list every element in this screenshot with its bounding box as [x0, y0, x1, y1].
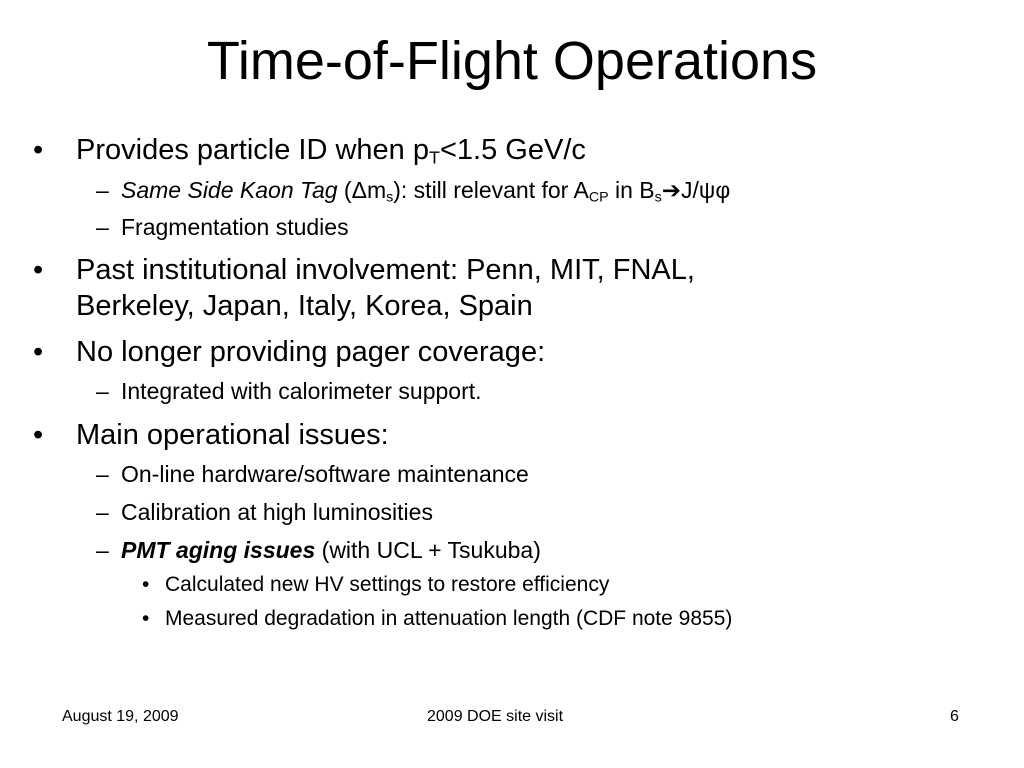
arrow-icon: ➔	[661, 177, 682, 203]
bullet-marker: •	[142, 573, 150, 596]
footer-page-number: 6	[950, 708, 959, 725]
sub-bullet-text: On-line hardware/software maintenance	[121, 461, 529, 487]
bullet-marker: •	[33, 134, 44, 166]
dash-marker: –	[96, 214, 109, 240]
bullet-marker: •	[142, 607, 150, 630]
bullet-marker: •	[33, 336, 44, 368]
sub-bullet-text: Calibration at high luminosities	[121, 499, 433, 525]
dash-marker: –	[96, 499, 109, 525]
sub-sub-bullet-text: Calculated new HV settings to restore efficiency	[165, 573, 610, 596]
sub-bullet-text: Fragmentation studies	[121, 214, 349, 240]
dash-marker: –	[96, 461, 109, 487]
bullet-text: Main operational issues:	[76, 419, 389, 451]
bullet-text: Provides particle ID when $p_T<1.5$ GeV/c	[76, 134, 586, 168]
bullet-marker: •	[33, 419, 44, 451]
slide-title: Time-of-Flight Operations	[206, 31, 818, 91]
footer-date: August 19, 2009	[62, 708, 179, 725]
bullet-text: Past institutional involvement: Penn, MIT, FNAL,	[76, 254, 695, 286]
footer-event: 2009 DOE site visit	[427, 708, 564, 725]
sub-bullet-text: PMT aging issues (with UCL + Tsukuba)	[121, 537, 541, 563]
dash-marker: –	[96, 537, 109, 563]
sub-bullet-text: Integrated with calorimeter support.	[121, 378, 482, 404]
sub-bullet-text: Same Side Kaon Tag $(\Delta m_s)$: still relevant for $A_{CP}$ in $B_s➔J/\psi\varphi$	[121, 177, 731, 206]
bullet-marker: •	[33, 254, 44, 286]
sub-sub-bullet-text: Measured degradation in attenuation length (CDF note 9855)	[165, 607, 733, 630]
bullet-text: Berkeley, Japan, Italy, Korea, Spain	[76, 290, 533, 322]
bullet-text: No longer providing pager coverage:	[76, 336, 546, 368]
dash-marker: –	[96, 177, 109, 203]
dash-marker: –	[96, 378, 109, 404]
